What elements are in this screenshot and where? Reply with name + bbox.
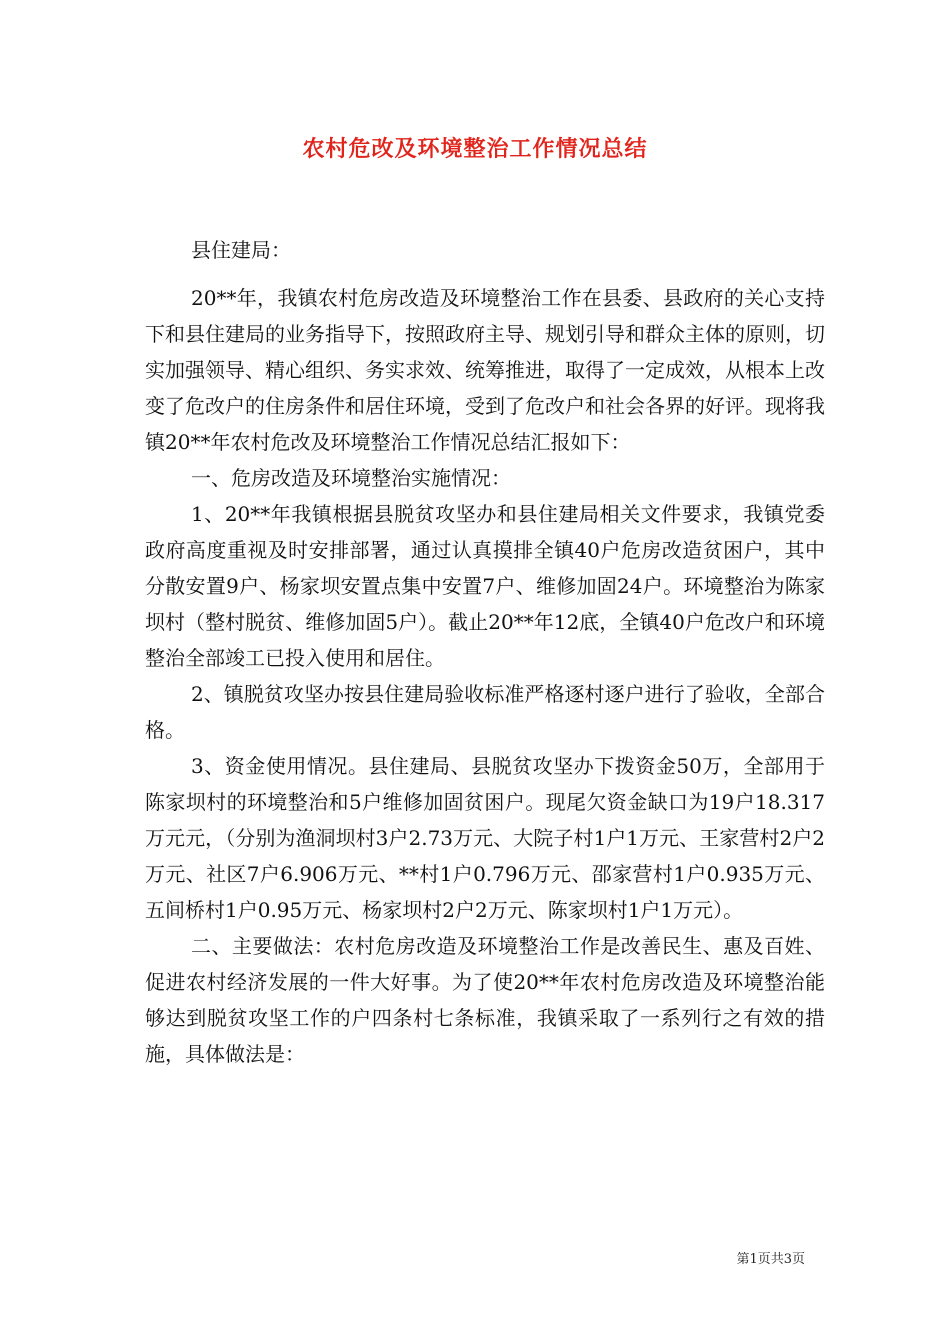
document-title: 农村危改及环境整治工作情况总结 xyxy=(302,136,648,162)
paragraph-item-2: 2、镇脱贫攻坚办按县住建局验收标准严格逐村逐户进行了验收，全部合格。 xyxy=(145,682,825,742)
document-body xyxy=(145,232,825,1072)
salutation: 县住建局： xyxy=(191,238,291,262)
section-heading-2: 二、主要做法：农村危房改造及环境整治工作是改善民生、惠及百姓、促进农村经济发展的一件大好事。为了使20**年农村危房改造及环境整治能够达到脱贫攻坚工作的户四条村七条标准，我镇采取了一系列行之有效的措施，具体做法是： xyxy=(145,934,825,1066)
paragraph-intro: 20**年，我镇农村危房改造及环境整治工作在县委、县政府的关心支持下和县住建局的业务指导下，按照政府主导、规划引导和群众主体的原则，切实加强领导、精心组织、务实求效、统筹推进，取得了一定成效，从根本上改变了危改户的住房条件和居住环境，受到了危改户和社会各界的好评。现将我镇20**年农村危改及环境整治工作情况总结汇报如下： xyxy=(145,286,825,454)
page-indicator: 第1页共3页 xyxy=(736,1252,805,1267)
paragraph-item-3: 3、资金使用情况。县住建局、县脱贫攻坚办下拨资金50万，全部用于陈家坝村的环境整治和5户维修加固贫困户。现尾欠资金缺口为19户18.317万元元，（分别为渔洞坝村3户2.73万元、大院子村1户1万元、王家营村2户2万元、社区7户6.906万元、**村1户0.796万元、邵家营村1户0.935万元、五间桥村1户0.95万元、杨家坝村2户2万元、陈家坝村1户1万元）。 xyxy=(145,754,825,922)
paragraph-item-1: 1、20**年我镇根据县脱贫攻坚办和县住建局相关文件要求，我镇党委政府高度重视及时安排部署，通过认真摸排全镇40户危房改造贫困户，其中分散安置9户、杨家坝安置点集中安置7户、维修加固24户。环境整治为陈家坝村（整村脱贫、维修加固5户）。截止20**年12底，全镇40户危改户和环境整治全部竣工已投入使用和居住。 xyxy=(145,502,825,670)
section-heading-1: 一、危房改造及环境整治实施情况： xyxy=(191,466,511,490)
